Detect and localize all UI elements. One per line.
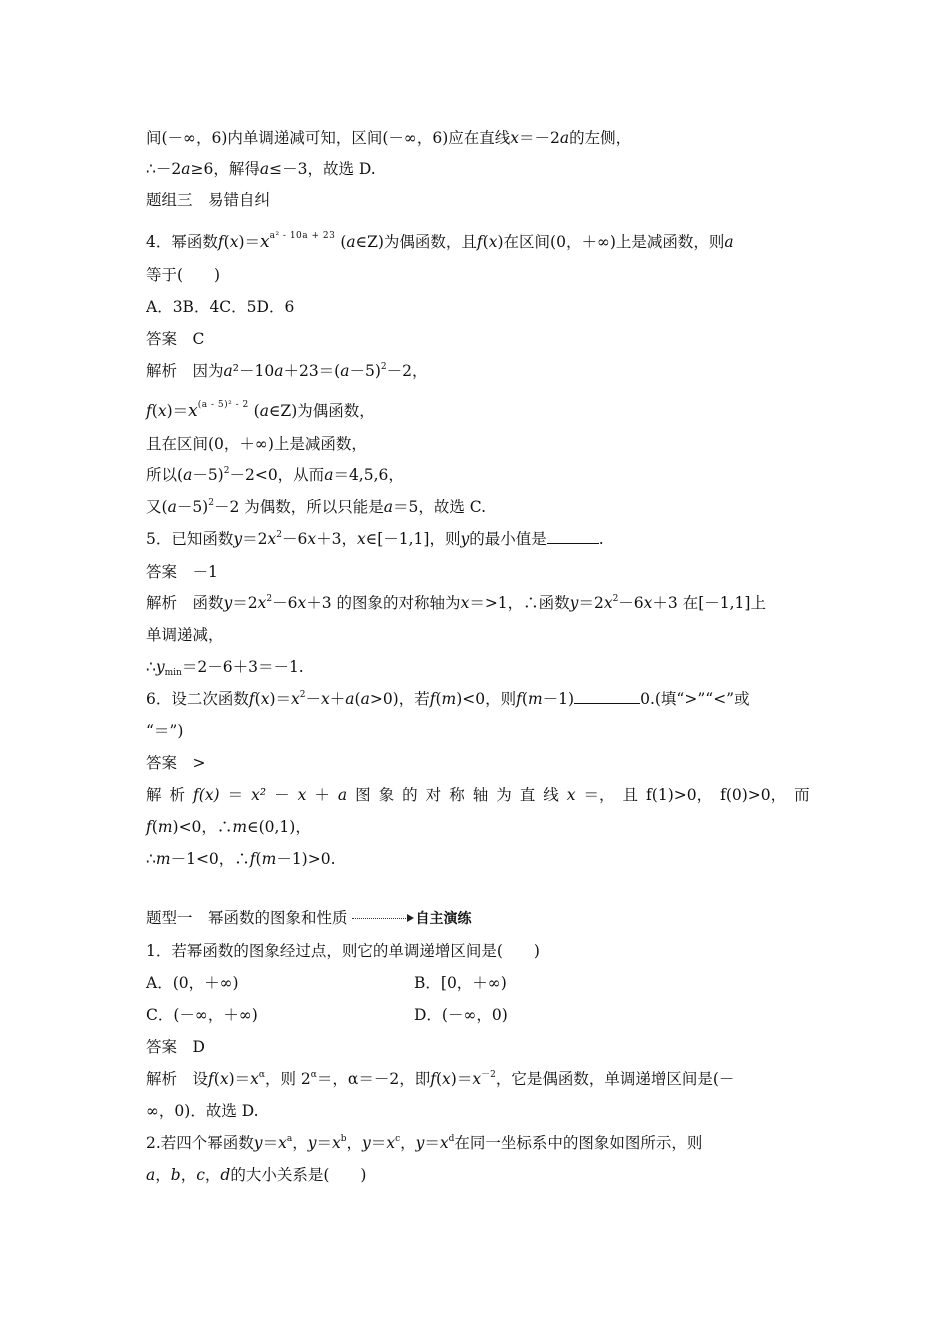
problem-1-solution-2: ∞，0)．故选 D. bbox=[146, 1102, 259, 1120]
question-5-answer: 答案 －1 bbox=[146, 563, 218, 581]
question-6-solution-3: ∴m－1<0，∴f(m－1)>0. bbox=[146, 850, 336, 868]
question-4-options: A．3B．4C．5D．6 bbox=[146, 298, 295, 316]
problem-1-options-row-2 bbox=[146, 1004, 810, 1026]
question-5: 5．已知函数$y=2x^2-6x+3$，x∈[－1,1]，则y的最小值是 . bbox=[146, 530, 604, 548]
question-4-solution-2: $f(x)=x^{(a - 5)^2 - 2}$ (a∈Z)为偶函数， bbox=[146, 400, 375, 421]
answer-blank bbox=[547, 529, 599, 544]
question-4: 4．幂函数$f(x)=x^{a^2 - 10a + 23}$ (a∈Z)为偶函数，且f(x)在区间(0，＋∞)上是减函数，则a bbox=[146, 231, 734, 252]
option-a: A．(0，＋∞) bbox=[146, 974, 239, 992]
option-c: C．(－∞，＋∞) bbox=[146, 1006, 258, 1024]
option-d: D．(－∞，0) bbox=[414, 1006, 508, 1024]
arrow-icon bbox=[352, 914, 414, 924]
problem-2: 2.若四个幂函数$y=x^a$，$y=x^b$，$y=x^c$，$y=x^d$在同一坐标系中的图象如图所示，则 bbox=[146, 1134, 703, 1152]
question-6-solution-1: 解 析 f(x) ＝ x² － x ＋ a 图 象 的 对 称 轴 为 直 线 x ＝， 且 f(1)>0， f(0)>0， 而 bbox=[146, 786, 810, 804]
question-4-solution-4: 所以$(a-5)^2-2<0$，从而a＝4,5,6， bbox=[146, 466, 404, 484]
problem-1: 1．若幂函数的图象经过点，则它的单调递增区间是( ) bbox=[146, 942, 540, 960]
answer-blank bbox=[574, 689, 640, 704]
question-4-solution-5: 又$(a-5)^2-2$ 为偶数，所以只能是a＝5，故选 C. bbox=[146, 498, 487, 516]
option-b: B．[0，＋∞) bbox=[414, 974, 507, 992]
self-practice-badge: 自主演练 bbox=[415, 911, 472, 927]
problem-1-answer: 答案 D bbox=[146, 1038, 205, 1056]
question-5-solution-3: $\therefore y_{min}=2-6+3=-1$. bbox=[146, 658, 304, 678]
group-three-title: 题组三 易错自纠 bbox=[146, 191, 271, 209]
problem-1-solution-1: 解析 设$f(x)=x^\alpha$，则 $2^\alpha=$，α＝－2，即$f(x)=x^{-2}$，它是偶函数，单调递增区间是(－ bbox=[146, 1070, 735, 1088]
topic-title: 题型一 幂函数的图象和性质 bbox=[146, 909, 348, 927]
question-6-continued: “＝”) bbox=[146, 722, 184, 740]
text-line-2: ∴－2a≥6，解得a≤－3，故选 D. bbox=[146, 160, 376, 178]
question-6-answer: 答案 > bbox=[146, 754, 206, 772]
topic-one-heading bbox=[146, 907, 472, 930]
question-6: 6．设二次函数$f(x)=x^2-x+a(a>0)$，若f(m)<0，则f(m－1) 0.(填“>”“<”或 bbox=[146, 690, 750, 708]
question-6-solution-2: f(m)<0，∴m∈(0,1)， bbox=[146, 818, 311, 836]
question-4-solution-3: 且在区间(0，＋∞)上是减函数， bbox=[146, 435, 367, 453]
problem-1-options-row-1 bbox=[146, 972, 810, 994]
text-line-1: 间(－∞，6)内单调递减可知，区间(－∞，6)应在直线x＝－2a的左侧， bbox=[146, 129, 632, 147]
question-4-answer: 答案 C bbox=[146, 330, 205, 348]
question-5-solution-2: 单调递减， bbox=[146, 626, 224, 644]
question-5-solution-1: 解析 函数$y=2x^2-6x+3$ 的图象的对称轴为x＝>1，∴函数$y=2x^2-6x+3$ 在[－1,1]上 bbox=[146, 594, 766, 612]
question-4-continued: 等于( ) bbox=[146, 266, 221, 284]
question-4-solution-1: 解析 因为$a^2-10a+23=(a-5)^2-2$， bbox=[146, 362, 428, 380]
problem-2-continued: a，b，c，d的大小关系是( ) bbox=[146, 1166, 367, 1184]
